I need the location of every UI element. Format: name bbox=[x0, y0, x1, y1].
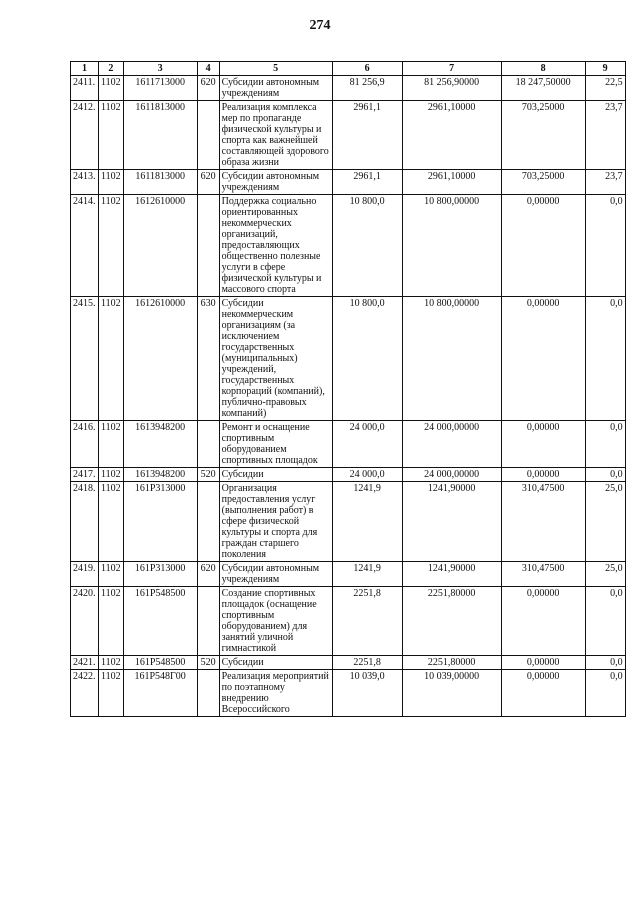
expense-type-cell: 630 bbox=[197, 297, 219, 421]
item-name-cell: Реализация мероприятий по поэтапному внедрению Всероссийского bbox=[219, 670, 332, 717]
executed-cell: 18 247,50000 bbox=[501, 76, 585, 101]
amount-cell: 10 039,0 bbox=[332, 670, 402, 717]
target-code-cell: 161P548Г00 bbox=[123, 670, 197, 717]
executed-cell: 0,00000 bbox=[501, 297, 585, 421]
section-code-cell: 1102 bbox=[99, 670, 124, 717]
row-number-cell: 2420. bbox=[71, 587, 99, 656]
expense-type-cell bbox=[197, 421, 219, 468]
expense-type-cell bbox=[197, 195, 219, 297]
row-number-cell: 2417. bbox=[71, 468, 99, 482]
amount-cell: 1241,9 bbox=[332, 562, 402, 587]
executed-cell: 0,00000 bbox=[501, 195, 585, 297]
column-header: 6 bbox=[332, 62, 402, 76]
amount-precise-cell: 81 256,90000 bbox=[402, 76, 501, 101]
amount-cell: 24 000,0 bbox=[332, 468, 402, 482]
target-code-cell: 1611813000 bbox=[123, 101, 197, 170]
item-name-cell: Субсидии автономным учреждениям bbox=[219, 170, 332, 195]
table-body bbox=[71, 76, 626, 717]
amount-cell: 24 000,0 bbox=[332, 421, 402, 468]
target-code-cell: 161P548500 bbox=[123, 587, 197, 656]
executed-cell: 703,25000 bbox=[501, 101, 585, 170]
executed-cell: 0,00000 bbox=[501, 670, 585, 717]
amount-cell: 10 800,0 bbox=[332, 297, 402, 421]
item-name-cell: Реализация комплекса мер по пропаганде физической культуры и спорта как важнейшей составляющей здорового образа жизни bbox=[219, 101, 332, 170]
expense-type-cell: 520 bbox=[197, 468, 219, 482]
percent-cell: 23,7 bbox=[585, 101, 625, 170]
row-number-cell: 2412. bbox=[71, 101, 99, 170]
executed-cell: 0,00000 bbox=[501, 587, 585, 656]
page-number: 274 bbox=[309, 18, 331, 33]
column-header: 8 bbox=[501, 62, 585, 76]
column-header: 4 bbox=[197, 62, 219, 76]
executed-cell: 310,47500 bbox=[501, 482, 585, 562]
table-row bbox=[71, 101, 626, 170]
section-code-cell: 1102 bbox=[99, 76, 124, 101]
executed-cell: 0,00000 bbox=[501, 468, 585, 482]
row-number-cell: 2422. bbox=[71, 670, 99, 717]
percent-cell: 25,0 bbox=[585, 562, 625, 587]
amount-precise-cell: 24 000,00000 bbox=[402, 421, 501, 468]
expense-type-cell: 620 bbox=[197, 76, 219, 101]
executed-cell: 703,25000 bbox=[501, 170, 585, 195]
executed-cell: 310,47500 bbox=[501, 562, 585, 587]
row-number-cell: 2411. bbox=[71, 76, 99, 101]
expense-type-cell: 520 bbox=[197, 656, 219, 670]
executed-cell: 0,00000 bbox=[501, 421, 585, 468]
item-name-cell: Организация предоставления услуг (выполнения работ) в сфере физической культуры и спорта для граждан старшего поколения bbox=[219, 482, 332, 562]
column-header: 7 bbox=[402, 62, 501, 76]
amount-precise-cell: 2961,10000 bbox=[402, 170, 501, 195]
amount-cell: 2961,1 bbox=[332, 170, 402, 195]
target-code-cell: 1612610000 bbox=[123, 297, 197, 421]
item-name-cell: Субсидии автономным учреждениям bbox=[219, 562, 332, 587]
percent-cell: 0,0 bbox=[585, 670, 625, 717]
table-row bbox=[71, 656, 626, 670]
row-number-cell: 2413. bbox=[71, 170, 99, 195]
row-number-cell: 2418. bbox=[71, 482, 99, 562]
amount-precise-cell: 2251,80000 bbox=[402, 656, 501, 670]
target-code-cell: 161P548500 bbox=[123, 656, 197, 670]
amount-precise-cell: 2961,10000 bbox=[402, 101, 501, 170]
percent-cell: 0,0 bbox=[585, 468, 625, 482]
item-name-cell: Субсидии bbox=[219, 656, 332, 670]
item-name-cell: Субсидии некоммерческим организациям (за исключением государственных (муниципальных) учреждений, государственных корпораций (компаний), публично-правовых компаний) bbox=[219, 297, 332, 421]
amount-cell: 1241,9 bbox=[332, 482, 402, 562]
table-row bbox=[71, 468, 626, 482]
expense-type-cell bbox=[197, 670, 219, 717]
table-row bbox=[71, 670, 626, 717]
amount-precise-cell: 2251,80000 bbox=[402, 587, 501, 656]
table-row bbox=[71, 195, 626, 297]
section-code-cell: 1102 bbox=[99, 297, 124, 421]
percent-cell: 0,0 bbox=[585, 587, 625, 656]
column-header: 2 bbox=[99, 62, 124, 76]
percent-cell: 0,0 bbox=[585, 195, 625, 297]
row-number-cell: 2419. bbox=[71, 562, 99, 587]
amount-precise-cell: 10 800,00000 bbox=[402, 297, 501, 421]
target-code-cell: 1612610000 bbox=[123, 195, 197, 297]
item-name-cell: Поддержка социально ориентированных некоммерческих организаций, предоставляющих общественно полезные услуги в сфере физической культуры и массового спорта bbox=[219, 195, 332, 297]
percent-cell: 25,0 bbox=[585, 482, 625, 562]
amount-precise-cell: 1241,90000 bbox=[402, 562, 501, 587]
expense-type-cell: 620 bbox=[197, 562, 219, 587]
table-header-row bbox=[71, 62, 626, 76]
amount-precise-cell: 10 800,00000 bbox=[402, 195, 501, 297]
table-row bbox=[71, 482, 626, 562]
target-code-cell: 1613948200 bbox=[123, 421, 197, 468]
row-number-cell: 2414. bbox=[71, 195, 99, 297]
amount-cell: 10 800,0 bbox=[332, 195, 402, 297]
amount-precise-cell: 1241,90000 bbox=[402, 482, 501, 562]
column-header: 1 bbox=[71, 62, 99, 76]
amount-cell: 2251,8 bbox=[332, 656, 402, 670]
target-code-cell: 1611713000 bbox=[123, 76, 197, 101]
expense-type-cell: 620 bbox=[197, 170, 219, 195]
amount-precise-cell: 10 039,00000 bbox=[402, 670, 501, 717]
section-code-cell: 1102 bbox=[99, 195, 124, 297]
amount-precise-cell: 24 000,00000 bbox=[402, 468, 501, 482]
section-code-cell: 1102 bbox=[99, 170, 124, 195]
table-row bbox=[71, 170, 626, 195]
column-header: 5 bbox=[219, 62, 332, 76]
item-name-cell: Ремонт и оснащение спортивным оборудованием спортивных площадок bbox=[219, 421, 332, 468]
section-code-cell: 1102 bbox=[99, 482, 124, 562]
row-number-cell: 2421. bbox=[71, 656, 99, 670]
column-header: 3 bbox=[123, 62, 197, 76]
section-code-cell: 1102 bbox=[99, 587, 124, 656]
expense-type-cell bbox=[197, 101, 219, 170]
table-row bbox=[71, 297, 626, 421]
section-code-cell: 1102 bbox=[99, 421, 124, 468]
table-row bbox=[71, 587, 626, 656]
expense-type-cell bbox=[197, 482, 219, 562]
target-code-cell: 161P313000 bbox=[123, 562, 197, 587]
section-code-cell: 1102 bbox=[99, 562, 124, 587]
section-code-cell: 1102 bbox=[99, 656, 124, 670]
percent-cell: 0,0 bbox=[585, 297, 625, 421]
percent-cell: 0,0 bbox=[585, 656, 625, 670]
item-name-cell: Создание спортивных площадок (оснащение спортивным оборудованием) для занятий уличной гимнастикой bbox=[219, 587, 332, 656]
section-code-cell: 1102 bbox=[99, 468, 124, 482]
target-code-cell: 1613948200 bbox=[123, 468, 197, 482]
budget-table bbox=[70, 61, 626, 717]
percent-cell: 23,7 bbox=[585, 170, 625, 195]
item-name-cell: Субсидии автономным учреждениям bbox=[219, 76, 332, 101]
table-row bbox=[71, 421, 626, 468]
amount-cell: 81 256,9 bbox=[332, 76, 402, 101]
target-code-cell: 1611813000 bbox=[123, 170, 197, 195]
row-number-cell: 2416. bbox=[71, 421, 99, 468]
target-code-cell: 161P313000 bbox=[123, 482, 197, 562]
amount-cell: 2251,8 bbox=[332, 587, 402, 656]
row-number-cell: 2415. bbox=[71, 297, 99, 421]
executed-cell: 0,00000 bbox=[501, 656, 585, 670]
table-row bbox=[71, 562, 626, 587]
item-name-cell: Субсидии bbox=[219, 468, 332, 482]
amount-cell: 2961,1 bbox=[332, 101, 402, 170]
percent-cell: 22,5 bbox=[585, 76, 625, 101]
column-header: 9 bbox=[585, 62, 625, 76]
section-code-cell: 1102 bbox=[99, 101, 124, 170]
table-row bbox=[71, 76, 626, 101]
expense-type-cell bbox=[197, 587, 219, 656]
percent-cell: 0,0 bbox=[585, 421, 625, 468]
